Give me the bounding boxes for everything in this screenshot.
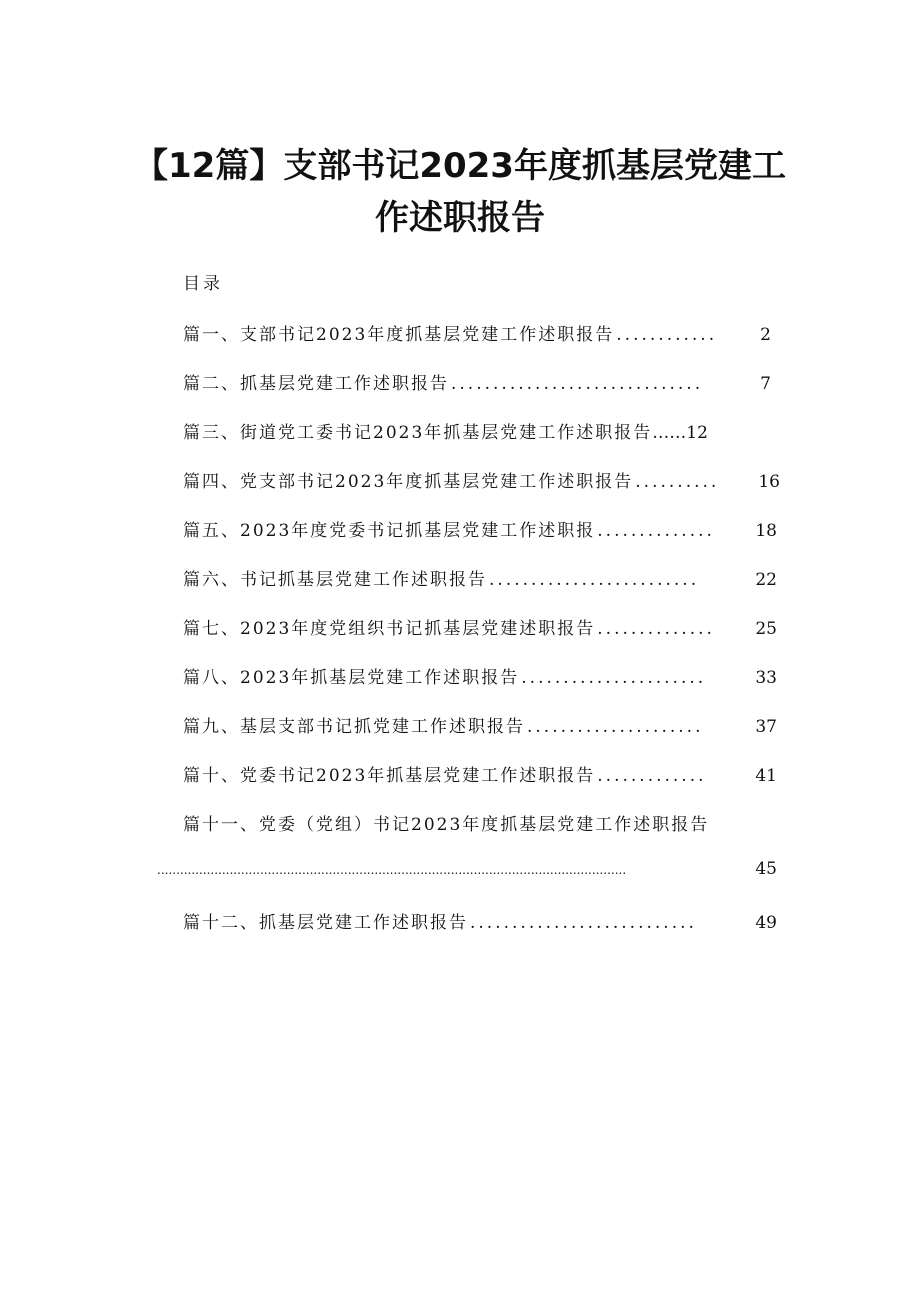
- toc-entry[interactable]: [183, 320, 771, 346]
- toc-entry[interactable]: [183, 761, 777, 787]
- toc-entry-page: 49: [755, 913, 777, 933]
- toc-entry-label: 篇四、党支部书记2023年度抓基层党建工作述职报告: [183, 472, 634, 492]
- toc-entry-label: 篇一、支部书记2023年度抓基层党建工作述职报告: [183, 325, 615, 345]
- toc-entry-page: 37: [755, 717, 777, 737]
- toc-entry[interactable]: [183, 663, 777, 689]
- toc-entry-leader: ..............................: [451, 374, 704, 394]
- toc-entry-page: 33: [755, 668, 777, 688]
- toc-entry[interactable]: [183, 908, 777, 934]
- toc-entry-label: 篇十、党委书记2023年抓基层党建工作述职报告: [183, 766, 596, 786]
- toc-entry[interactable]: [183, 467, 780, 493]
- toc-entry-label: 篇十二、抓基层党建工作述职报告: [183, 913, 468, 933]
- toc-entry-leader: ............: [616, 325, 718, 345]
- document-title-line2: 作述职报告: [375, 198, 545, 238]
- toc-entry-label: 篇二、抓基层党建工作述职报告: [183, 374, 449, 394]
- toc-entry[interactable]: [183, 565, 777, 591]
- toc-entry-page: 12: [686, 423, 708, 443]
- toc-entry-leader: ...........................................................................................................................: [157, 863, 627, 877]
- toc-entry-leader: .............: [597, 766, 707, 786]
- toc-entry[interactable]: [183, 369, 771, 395]
- toc-entry-page: 16: [758, 472, 780, 492]
- toc-entry-leader: ..........: [635, 472, 720, 492]
- toc-entry[interactable]: [183, 516, 777, 542]
- toc-entry[interactable]: [183, 614, 777, 640]
- toc-entry-leader: ..............: [597, 619, 715, 639]
- toc-entry-leader: .........................: [489, 570, 700, 590]
- toc-entry-page: 7: [760, 374, 771, 394]
- toc-entry-page: 25: [755, 619, 777, 639]
- toc-entry-label: 篇五、2023年度党委书记抓基层党建工作述职报: [183, 521, 596, 541]
- toc-entry-label: 篇六、书记抓基层党建工作述职报告: [183, 570, 487, 590]
- document-title-line1: 【12篇】支部书记2023年度抓基层党建工: [134, 146, 786, 186]
- toc-entry-label: 篇十一、党委（党组）书记2023年度抓基层党建工作述职报告: [183, 815, 710, 835]
- toc-entry-page: 2: [760, 325, 771, 345]
- toc-entry-label: 篇三、街道党工委书记2023年抓基层党建工作述职报告: [183, 423, 653, 443]
- toc-heading: 目录: [183, 274, 223, 294]
- toc-entry-page: 45: [755, 859, 777, 879]
- toc-entry[interactable]: [183, 810, 743, 836]
- toc-entry-leader: ..............: [597, 521, 715, 541]
- toc-entry-leader: ......................: [521, 668, 707, 688]
- toc-entry-continuation[interactable]: [157, 859, 777, 885]
- toc-entry-leader: ...........................: [470, 913, 697, 933]
- toc-entry-label: 篇九、基层支部书记抓党建工作述职报告: [183, 717, 525, 737]
- toc-entry[interactable]: [183, 712, 777, 738]
- toc-entry-page: 18: [755, 521, 777, 541]
- toc-entry-label: 篇七、2023年度党组织书记抓基层党建述职报告: [183, 619, 596, 639]
- toc-entry-label: 篇八、2023年抓基层党建工作述职报告: [183, 668, 520, 688]
- toc-entry-page: 41: [755, 766, 777, 786]
- toc-entry[interactable]: [183, 418, 708, 444]
- toc-entry-leader: ……: [652, 423, 687, 443]
- toc-entry-page: 22: [755, 570, 777, 590]
- toc-entry-leader: .....................: [527, 717, 704, 737]
